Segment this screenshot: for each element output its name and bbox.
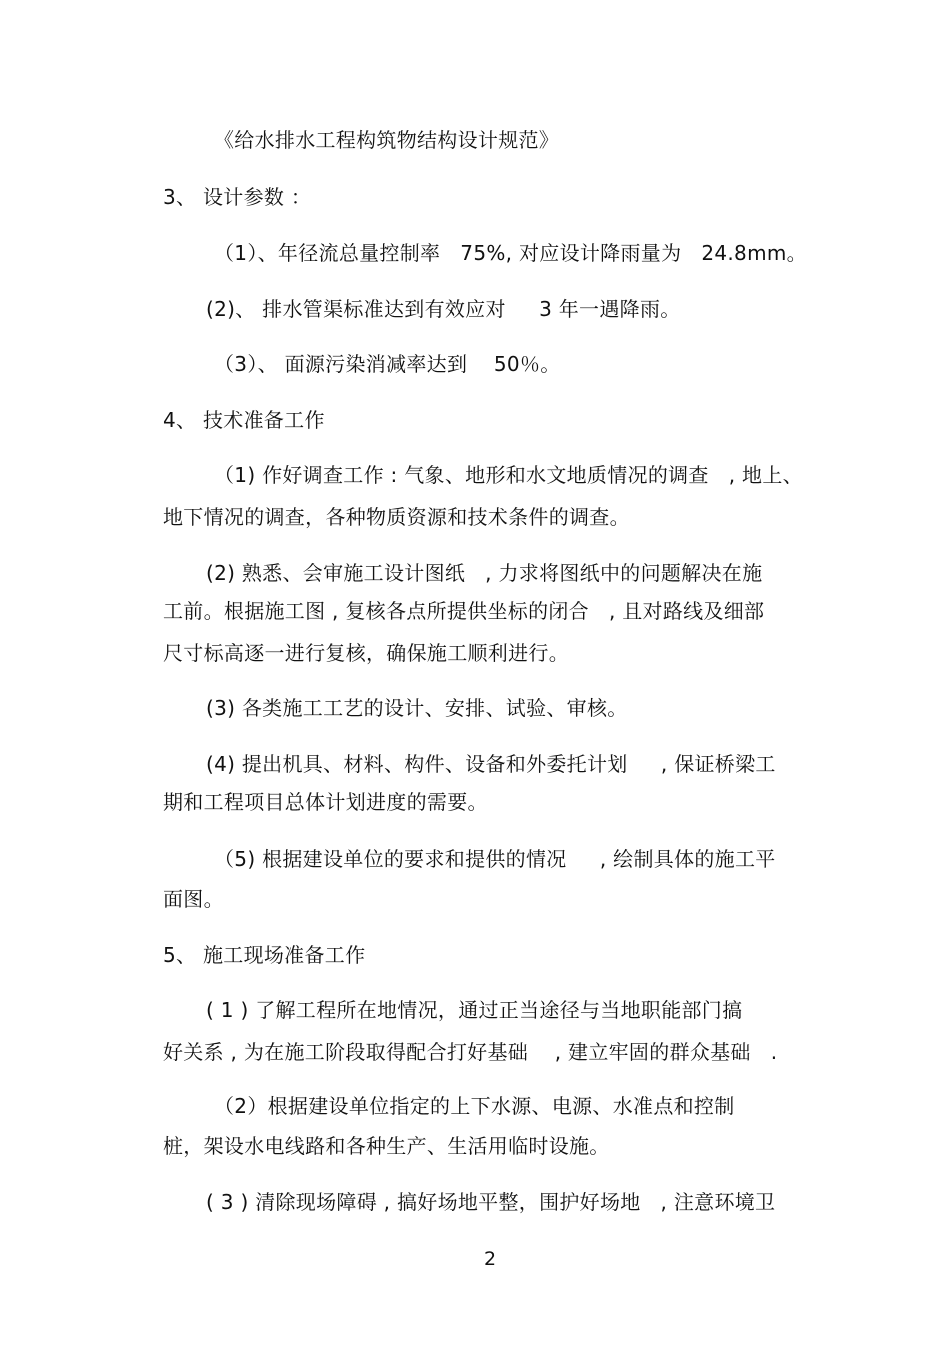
technical-item-2-line-1: (2) 熟悉、会审施工设计图纸 , 力求将图纸中的问题解决在施 (206, 561, 763, 585)
site-item-1-line-1: ( 1 ) 了解工程所在地情况，通过正当途径与当地职能部门搞 (206, 998, 743, 1022)
technical-item-2-line-2: 工前。根据施工图 , 复核各点所提供坐标的闭合 , 且对路线及细部 (163, 599, 765, 623)
section-heading-design-parameters: 3、 设计参数 ： (163, 185, 312, 209)
site-item-2-line-1: （2）根据建设单位指定的上下水源、电源、水准点和控制 (214, 1094, 735, 1118)
technical-item-4-line-2: 期和工程项目总体计划进度的需要。 (163, 790, 488, 814)
site-item-2-line-2: 桩，架设水电线路和各种生产、生活用临时设施。 (163, 1134, 610, 1158)
parameter-item-3: （3）、 面源污染消减率达到 50％。 (214, 352, 561, 376)
site-item-3-line-1: ( 3 ) 清除现场障碍 , 搞好场地平整，围护好场地 , 注意环境卫 (206, 1190, 776, 1214)
page-number: 2 (484, 1248, 497, 1270)
section-heading-site-prep: 5、 施工现场准备工作 (163, 943, 366, 967)
technical-item-5-line-1: （5) 根据建设单位的要求和提供的情况 , 绘制具体的施工平 (214, 847, 776, 871)
technical-item-4-line-1: (4) 提出机具、材料、构件、设备和外委托计划 , 保证桥梁工 (206, 752, 776, 776)
section-heading-technical-prep: 4、 技术准备工作 (163, 408, 325, 432)
parameter-item-2: (2)、 排水管渠标准达到有效应对 3 年一遇降雨。 (206, 297, 681, 321)
technical-item-1-line-1: （1) 作好调查工作 : 气象、地形和水文地质情况的调查 , 地上、 (214, 463, 803, 487)
technical-item-2-line-3: 尺寸标高逐一进行复核，确保施工顺利进行。 (163, 641, 569, 665)
technical-item-1-line-2: 地下情况的调查，各种物质资源和技术条件的调查。 (163, 505, 630, 529)
technical-item-5-line-2: 面图。 (163, 887, 224, 911)
site-item-1-line-2: 好关系 , 为在施工阶段取得配合打好基础 , 建立牢固的群众基础 . (163, 1040, 778, 1064)
technical-item-3: (3) 各类施工工艺的设计、安排、试验、审核。 (206, 696, 628, 720)
parameter-item-1: （1）、年径流总量控制率 75%, 对应设计降雨量为 24.8mm。 (214, 241, 807, 265)
standard-title-line: 《给水排水工程构筑物结构设计规范》 (214, 128, 560, 152)
